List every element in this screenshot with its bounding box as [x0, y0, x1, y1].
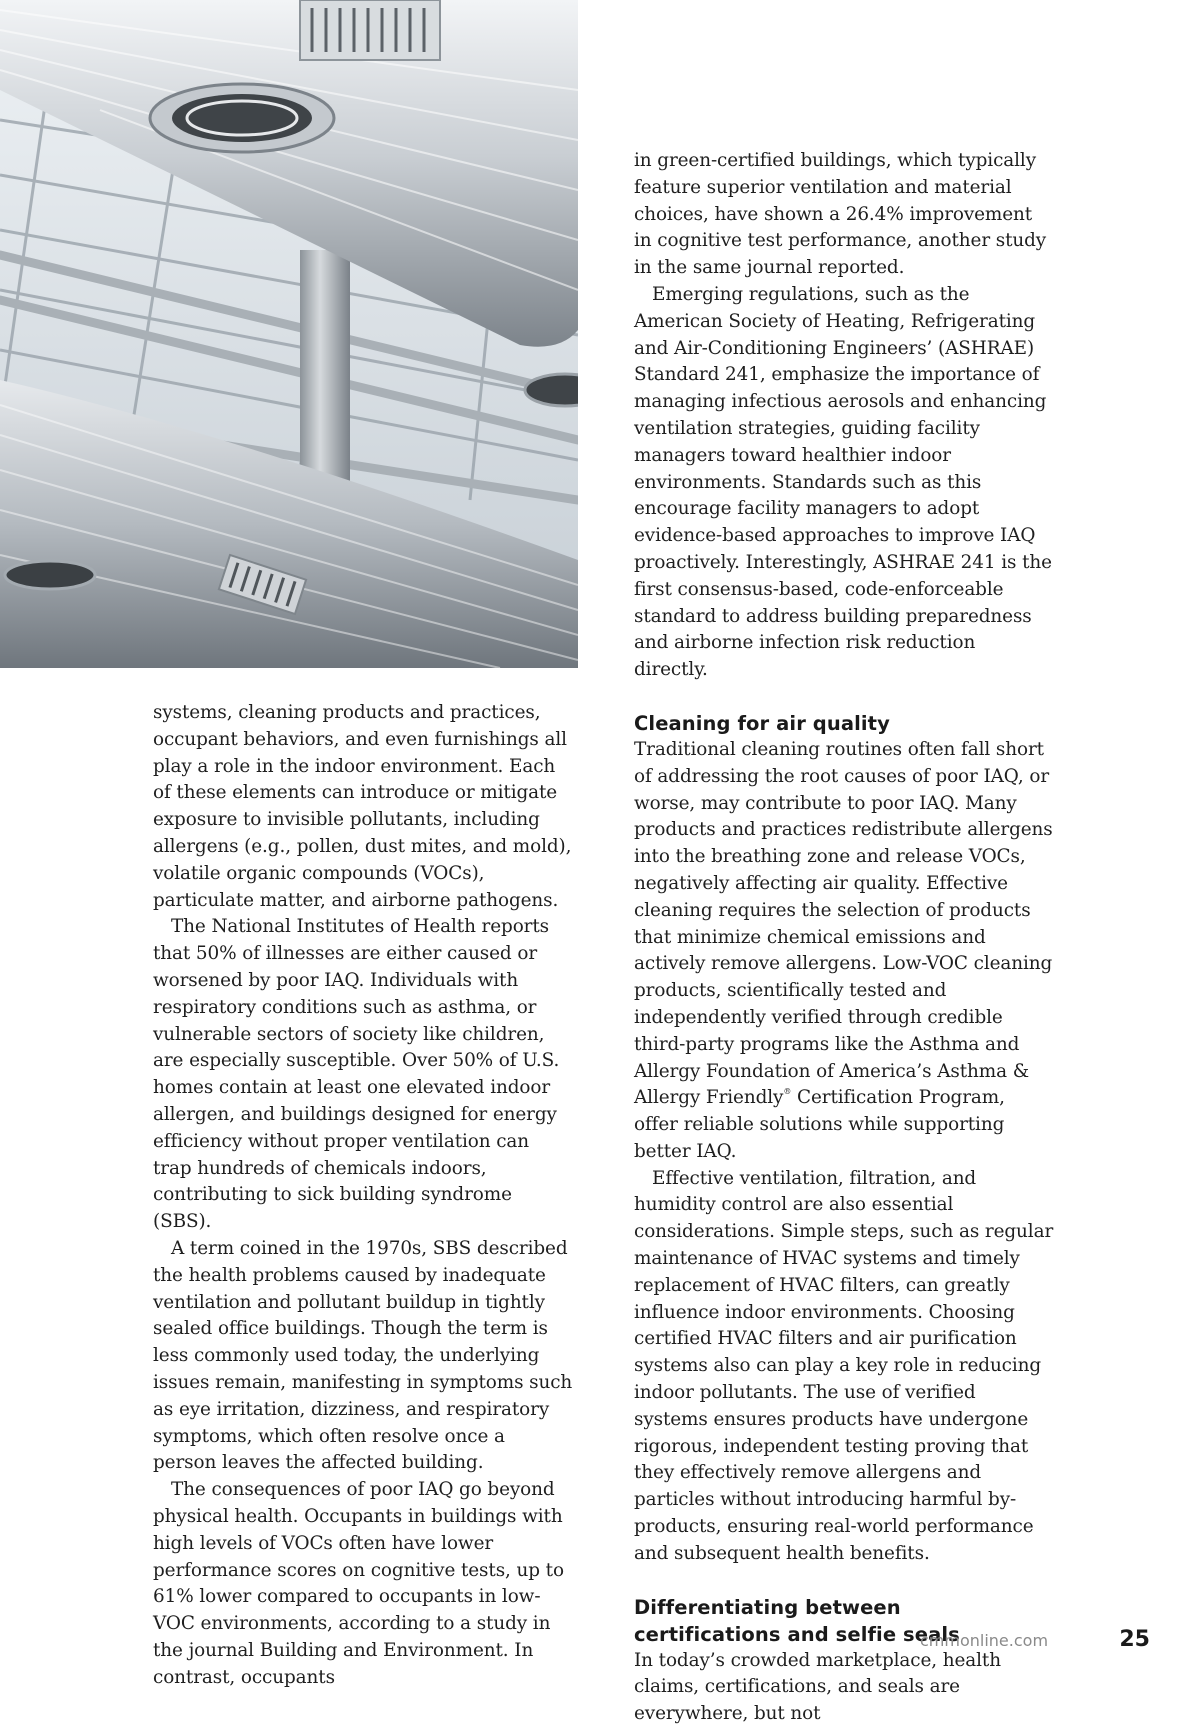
paragraph-text: Traditional cleaning routines often fall short of addressing the root causes of poor IAQ, or worse, may contribute to poor IAQ. Many products and practices redistribute allergens into the breathing zone and release VOCs, negatively affecting air quality. Effective cleaning requires the selection of products that minimize chemical emissions and actively remove allergens. Low-VOC cleaning products, scientifically tested and independently verified through credible third-party programs like the Asthma and Allergy Foundation of America’s Asthma & Allergy Friendly: [634, 738, 1053, 1109]
body-paragraph: In today’s crowded marketplace, health claims, certifications, and seals are everywhere, but not: [634, 1649, 1001, 1725]
section-heading-cleaning: Cleaning for air quality: [634, 711, 890, 735]
body-paragraph: The National Institutes of Health reports that 50% of illnesses are either caused or worsened by poor IAQ. Individuals with respiratory conditions such as asthma, or vulnerable sectors of society like children, are especially susceptible. Over 50% of U.S. homes contain at least one elevated indoor allergen, and buildings designed for energy efficiency without proper ventilation can trap hundreds of chemicals indoors, contributing to sick building syndrome (SBS).: [153, 916, 560, 1233]
body-paragraph: Effective ventilation, filtration, and humidity control are also essential considerations. Simple steps, such as regular maintenance of HVAC systems and timely replacement of HVAC filters, can greatly influence indoor environments. Choosing certified HVAC filters and air purification systems also can play a key role in reducing indoor pollutants. The use of verified systems ensures products have undergone rigorous, independent testing proving that they effectively remove allergens and particles without introducing harmful by-products, ensuring real-world performance and subsequent health benefits.: [634, 1167, 1054, 1564]
ductwork-illustration: [0, 0, 578, 668]
registered-mark: ®: [783, 1087, 792, 1097]
left-column: [153, 700, 573, 1691]
body-paragraph: Emerging regulations, such as the American Society of Heating, Refrigerating and Air-Conditioning Engineers’ (ASHRAE) Standard 241, emphasize the importance of managing infectious aerosols and enhancing ventilation strategies, guiding facility managers toward healthier indoor environments. Standards such as this encourage facility managers to adopt evidence-based approaches to improve IAQ proactively. Interestingly, ASHRAE 241 is the first consensus-based, code-enforceable standard to address building preparedness and airborne infection risk reduction directly.: [634, 283, 1052, 681]
body-paragraph: The consequences of poor IAQ go beyond physical health. Occupants in buildings with high levels of VOCs often have lower performance scores on cognitive tests, up to 61% lower compared to occupants in low-VOC environments, according to a study in the journal Building and Environment. In contrast, occupants: [153, 1479, 564, 1688]
section-heading-certifications: Differentiating between certifications and selfie seals: [634, 1595, 960, 1646]
page-number: 25: [1119, 1627, 1150, 1652]
paragraph-text: Certification Program, offer reliable solutions while supporting better IAQ.: [634, 1087, 1005, 1162]
body-paragraph: systems, cleaning products and practices, occupant behaviors, and even furnishings all play a role in the indoor environment. Each of these elements can introduce or mitigate exposure to invisible pollutants, including allergens (e.g., pollen, dust mites, and mold), volatile organic compounds (VOCs), particulate matter, and airborne pathogens.: [153, 702, 572, 911]
body-paragraph: [634, 737, 1054, 1166]
body-paragraph: A term coined in the 1970s, SBS described the health problems caused by inadequate ventilation and pollutant buildup in tightly sealed office buildings. Though the term is less commonly used today, the underlying issues remain, manifesting in symptoms such as eye irritation, dizziness, and respiratory symptoms, which often resolve once a person leaves the affected building.: [153, 1237, 573, 1474]
body-paragraph: in green-certified buildings, which typically feature superior ventilation and material choices, have shown a 26.4% improvement in cognitive test performance, another study in the same journal reported.: [634, 150, 1047, 279]
ductwork-photo: [0, 0, 578, 668]
right-column: [634, 148, 1054, 1728]
footer-site-url: cmmonline.com: [920, 1631, 1049, 1650]
